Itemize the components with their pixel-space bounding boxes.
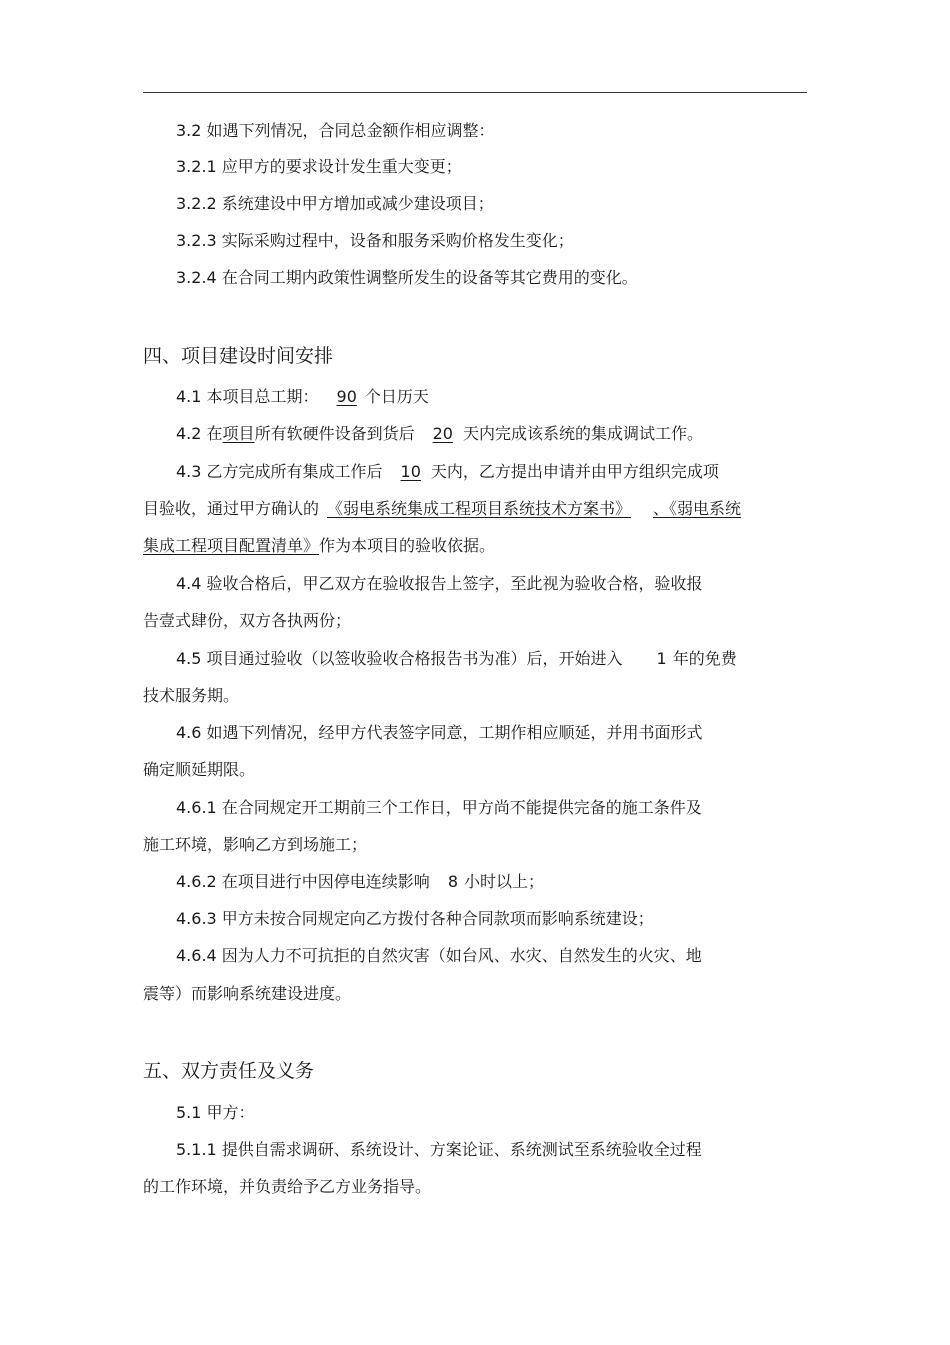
clause-5-1-1-line2: 的工作环境，并负责给予乙方业务指导。 — [143, 1177, 432, 1196]
clause-4-6-2 — [176, 871, 544, 893]
total-duration-value: 90 — [336, 387, 357, 406]
clause-3-2-1: 3.2.1 应甲方的要求设计发生重大变更； — [176, 157, 462, 176]
clause-4-3-line3 — [143, 535, 495, 557]
clause-4-3-line2-text: 目验收，通过甲方确认的 — [143, 499, 320, 518]
clause-4-2-text: 4.2 在 — [176, 424, 223, 443]
free-service-years-value: 1 — [656, 649, 667, 668]
clause-4-3-text: 4.3 乙方完成所有集成工作后 — [176, 462, 383, 481]
clause-4-4-line2: 告壹式肆份，双方各执两份； — [143, 611, 352, 630]
config-list-doc-title-part2: 集成工程项目配置清单》 — [143, 536, 320, 555]
clause-4-5-line2: 技术服务期。 — [143, 686, 240, 705]
clause-4-6-2-tail: 小时以上； — [464, 872, 545, 891]
clause-3-2-2: 3.2.2 系统建设中甲方增加或减少建设项目； — [176, 194, 494, 213]
clause-3-2-3: 3.2.3 实际采购过程中，设备和服务采购价格发生变化； — [176, 231, 574, 250]
clause-4-6-line1: 4.6 如遇下列情况，经甲方代表签字同意，工期作相应顺延，并用书面形式 — [176, 723, 703, 742]
clause-4-6-line2: 确定顺延期限。 — [143, 760, 256, 779]
clause-3-2-4: 3.2.4 在合同工期内政策性调整所发生的设备等其它费用的变化。 — [176, 268, 638, 287]
clause-4-1 — [176, 386, 429, 408]
doc-separator: 、 — [653, 499, 670, 518]
clause-5-1-1-line1: 5.1.1 提供自需求调研、系统设计、方案论证、系统测试至系统验收全过程 — [176, 1140, 702, 1159]
clause-4-3-tail: 天内，乙方提出申请并由甲方组织完成项 — [430, 462, 719, 481]
clause-4-5-line1 — [176, 648, 737, 670]
config-list-doc-title-part1: 《弱电系统 — [669, 499, 742, 518]
clause-4-3-line1 — [176, 461, 719, 483]
clause-4-6-1-line1: 4.6.1 在合同规定开工期前三个工作日，甲方尚不能提供完备的施工条件及 — [176, 798, 702, 817]
clause-4-2-tail: 天内完成该系统的集成调试工作。 — [462, 424, 703, 443]
clause-4-5-tail: 年的免费 — [672, 649, 737, 668]
power-outage-hours-value: 8 — [447, 872, 458, 891]
clause-5-1: 5.1 甲方： — [176, 1103, 255, 1122]
clause-4-4-line1: 4.4 验收合格后，甲乙双方在验收报告上签字，至此视为验收合格，验收报 — [176, 574, 703, 593]
tech-plan-doc-title: 《弱电系统集成工程项目系统技术方案书》 — [327, 499, 632, 518]
integration-days-value: 20 — [432, 424, 453, 443]
clause-4-2 — [176, 423, 703, 445]
header-rule — [143, 92, 807, 93]
clause-3-2: 3.2 如遇下列情况，合同总金额作相应调整： — [176, 121, 495, 140]
clause-4-2-underlined: 项目 — [222, 424, 255, 443]
clause-4-2-mid: 所有软硬件设备到货后 — [254, 424, 415, 443]
clause-4-5-text: 4.5 项目通过验收（以签收验收合格报告书为准）后，开始进入 — [176, 649, 623, 668]
clause-4-3-line2 — [143, 498, 741, 520]
clause-4-6-1-line2: 施工环境，影响乙方到场施工； — [143, 835, 368, 854]
clause-4-6-2-text: 4.6.2 在项目进行中因停电连续影响 — [176, 872, 430, 891]
clause-4-1-unit: 个日历天 — [364, 387, 429, 406]
section-heading-5: 五、双方责任及义务 — [143, 1060, 315, 1082]
clause-4-6-4-line2: 震等）而影响系统建设进度。 — [143, 984, 352, 1003]
clause-4-3-line3-text: 作为本项目的验收依据。 — [319, 536, 496, 555]
clause-4-6-3: 4.6.3 甲方未按合同规定向乙方拨付各种合同款项而影响系统建设； — [176, 909, 654, 928]
clause-4-1-text: 4.1 本项目总工期： — [176, 387, 319, 406]
clause-4-6-4-line1: 4.6.4 因为人力不可抗拒的自然灾害（如台风、水灾、自然发生的火灾、地 — [176, 946, 702, 965]
section-heading-4: 四、项目建设时间安排 — [143, 345, 334, 367]
acceptance-days-value: 10 — [400, 462, 421, 481]
